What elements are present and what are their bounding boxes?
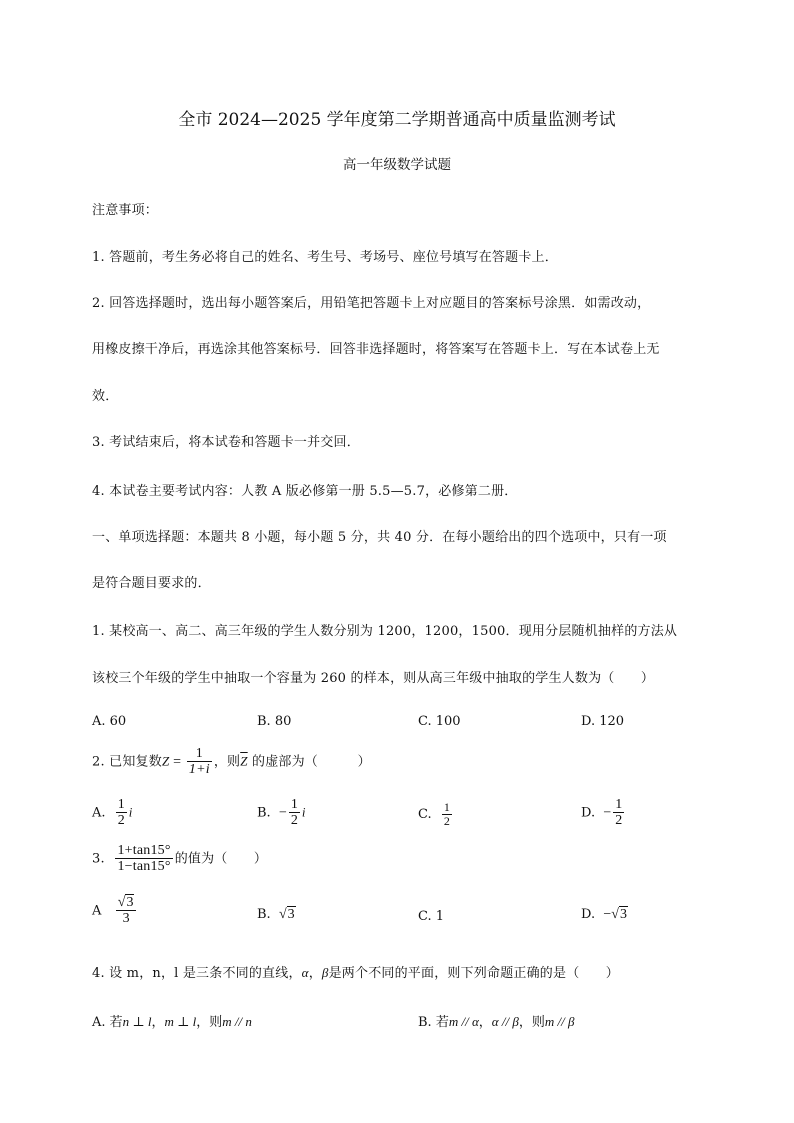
imaginary-unit: i xyxy=(128,804,133,820)
option-label: A. xyxy=(92,805,106,821)
section-1-line-2: 是符合题目要求的． xyxy=(92,576,211,591)
question-3-fraction-numerator: 1+tan15° xyxy=(117,843,171,858)
option-connector: ，则 xyxy=(196,1015,223,1030)
option-fraction xyxy=(116,797,127,829)
question-3-option-b xyxy=(257,907,296,923)
question-2-suffix: ，则 xyxy=(213,754,241,770)
option-fraction xyxy=(289,797,300,829)
note-2-line-2: 用橡皮擦干净后，再选涂其他答案标号．回答非选择题时，将答案写在答题卡上．写在本试卷上无 xyxy=(92,342,660,357)
question-2-suffix-2: 的虚部为（ ） xyxy=(247,754,371,770)
imaginary-unit: i xyxy=(301,804,306,820)
question-2-option-b xyxy=(257,797,305,829)
minus-sign: − xyxy=(278,805,287,821)
separator: ， xyxy=(478,1015,492,1030)
exam-title: 全市 2024—2025 学年度第二学期普通高中质量监测考试 xyxy=(178,110,616,130)
sqrt-symbol: √3 xyxy=(117,895,134,910)
note-4: 4. 本试卷主要考试内容：人教 A 版必修第一册 5.5—5.7，必修第二册． xyxy=(92,484,518,499)
minus-sign: − xyxy=(603,907,612,922)
option-label: D. xyxy=(581,805,596,821)
question-1-option-b: B. 80 xyxy=(257,714,292,729)
fraction-denominator: 2 xyxy=(443,814,450,829)
option-label: B. xyxy=(257,805,271,821)
option-prefix: B. 若 xyxy=(418,1015,449,1030)
question-3-fraction xyxy=(115,843,172,875)
question-2-option-a xyxy=(92,797,132,829)
separator: ， xyxy=(308,966,322,981)
fraction-denominator: 3 xyxy=(122,911,130,927)
question-2-stem xyxy=(92,746,371,778)
separator: ， xyxy=(151,1015,165,1030)
math-expression: m // α xyxy=(448,1014,479,1029)
question-3-prefix: 3. xyxy=(92,851,105,867)
radicand: 3 xyxy=(287,907,295,922)
fraction-numerator xyxy=(116,895,137,911)
radicand: 3 xyxy=(126,895,134,910)
exam-subtitle: 高一年级数学试题 xyxy=(343,157,451,173)
question-1-line-2: 该校三个年级的学生中抽取一个容量为 260 的样本，则从高三年级中抽取的学生人数为（ ） xyxy=(92,671,655,686)
math-expression: m ⊥ l xyxy=(164,1014,197,1029)
fraction-denominator: 2 xyxy=(117,813,125,829)
question-2-equals: = xyxy=(169,754,185,770)
question-3-option-d xyxy=(581,907,628,923)
option-label: D. xyxy=(581,907,596,922)
option-connector: ，则 xyxy=(518,1015,545,1030)
option-prefix: A. 若 xyxy=(92,1015,123,1030)
option-fraction xyxy=(442,801,452,828)
option-label: A xyxy=(92,903,102,919)
fraction-numerator: 1 xyxy=(290,797,298,812)
plane-alpha: α xyxy=(301,965,309,980)
question-2-prefix: 2. 已知复数 xyxy=(92,754,162,770)
fraction-denominator: 2 xyxy=(615,813,623,829)
question-1-option-d: D. 120 xyxy=(581,714,625,729)
question-2-fraction-numerator: 1 xyxy=(187,746,212,762)
math-expression: m // n xyxy=(222,1014,252,1029)
notes-heading: 注意事项： xyxy=(92,203,159,218)
radicand: 3 xyxy=(619,907,627,922)
question-2-option-d xyxy=(581,797,626,829)
fraction-denominator: 2 xyxy=(290,813,298,829)
note-2-line-1: 2. 回答选择题时，选出每小题答案后，用铅笔把答题卡上对应题目的答案标号涂黑．如需改动， xyxy=(92,296,651,311)
question-2-fraction xyxy=(187,746,212,778)
fraction-numerator: 1 xyxy=(443,800,450,814)
option-fraction xyxy=(613,797,624,829)
question-2-fraction-denominator: 1+i xyxy=(188,762,210,778)
question-3-option-a xyxy=(92,895,138,927)
question-2-conjugate: $\overline{Z}$ xyxy=(240,753,248,769)
fraction-numerator: 1 xyxy=(615,797,623,812)
question-1-option-a: A. 60 xyxy=(92,714,127,729)
question-1-line-1: 1. 某校高一、高二、高三年级的学生人数分别为 1200，1200，1500．现用分层随机抽样的方法从 xyxy=(92,624,678,639)
option-label: B. xyxy=(257,907,271,922)
note-3: 3. 考试结束后，将本试卷和答题卡一并交回． xyxy=(92,435,360,450)
note-1: 1. 答题前，考生务必将自己的姓名、考生号、考场号、座位号填写在答题卡上． xyxy=(92,250,558,265)
math-expression: α // β xyxy=(491,1014,519,1029)
question-2-variable: Z xyxy=(161,753,170,769)
question-1-option-c: C. 100 xyxy=(418,714,461,729)
question-4-text-a: 4. 设 m，n，l 是三条不同的直线， xyxy=(92,966,302,981)
sqrt-symbol: √3 xyxy=(278,907,295,922)
question-3-stem xyxy=(92,843,267,875)
minus-sign: − xyxy=(603,805,612,821)
question-4-text-b: 是两个不同的平面，则下列命题正确的是（ ） xyxy=(328,966,619,981)
section-1-line-1: 一、单项选择题：本题共 8 小题，每小题 5 分，共 40 分．在每小题给出的四个选项中，只有一项 xyxy=(92,530,667,545)
question-3-fraction-denominator: 1−tan15° xyxy=(117,859,171,875)
fraction-numerator: 1 xyxy=(117,797,125,812)
option-label: C. xyxy=(418,807,432,823)
math-expression: n ⊥ l xyxy=(122,1014,152,1029)
question-3-option-c: C. 1 xyxy=(418,909,445,924)
sqrt-symbol: √3 xyxy=(611,907,627,922)
question-2-option-c xyxy=(418,801,454,828)
question-4-stem xyxy=(92,962,619,981)
question-4-option-a xyxy=(92,1011,252,1030)
note-2-line-3: 效． xyxy=(92,389,119,404)
question-3-suffix: 的值为（ ） xyxy=(174,851,268,867)
plane-beta: β xyxy=(321,965,329,980)
math-expression: m // β xyxy=(544,1014,575,1029)
option-fraction xyxy=(116,895,137,927)
question-4-option-b xyxy=(418,1011,574,1030)
